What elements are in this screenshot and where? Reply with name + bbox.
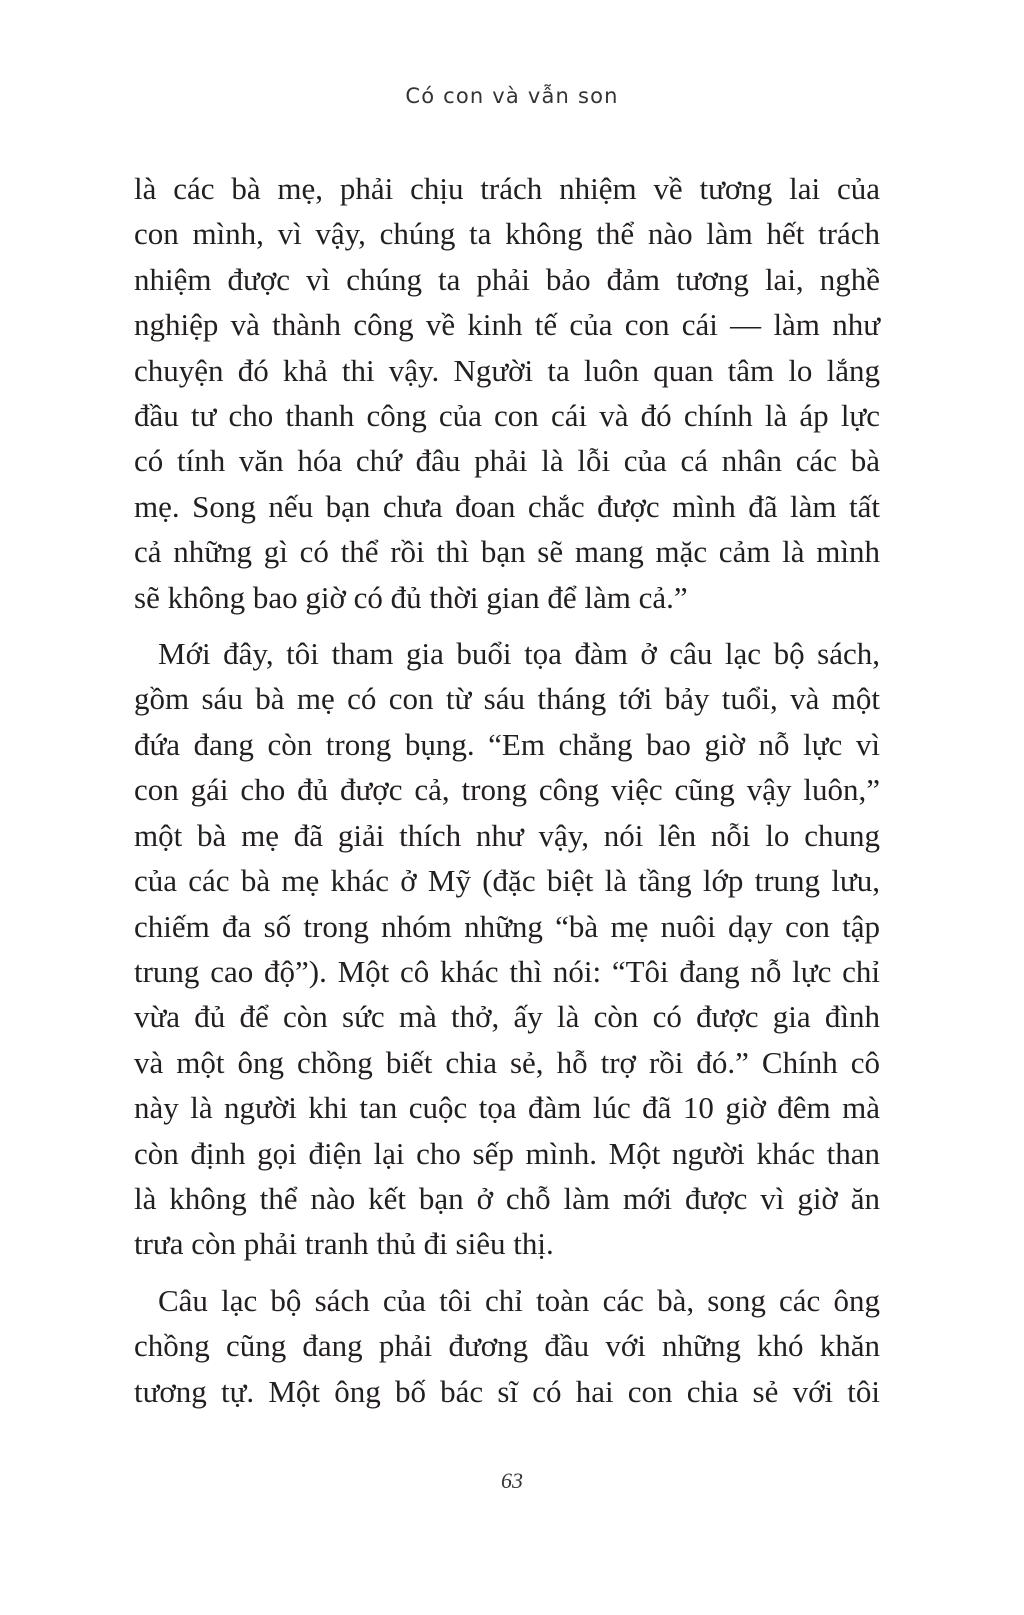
paragraph-spacing xyxy=(134,1267,880,1278)
text-line: Mới đây, tôi tham gia buổi tọa đàm ở câu lạc bộ sách, xyxy=(158,636,880,672)
text-line: chuyện đó khả thi vậy. Người ta luôn quan tâm lo lắng xyxy=(134,352,880,388)
text-line: đứa đang còn trong bụng. “Em chẳng bao giờ nỗ lực vì xyxy=(134,726,880,762)
text-line: là không thể nào kết bạn ở chỗ làm mới được vì giờ ăn xyxy=(134,1180,880,1216)
text-line: này là người khi tan cuộc tọa đàm lúc đã 10 giờ đêm mà xyxy=(134,1090,880,1126)
text-line: là các bà mẹ, phải chịu trách nhiệm về tương lai của xyxy=(134,171,880,206)
text-line: Câu lạc bộ sách của tôi chỉ toàn các bà, song các ông xyxy=(158,1282,880,1318)
text-line: chồng cũng đang phải đương đầu với những khó khăn xyxy=(134,1328,880,1364)
paragraph-1 xyxy=(134,166,880,620)
text-line: mẹ. Song nếu bạn chưa đoan chắc được mình đã làm tất xyxy=(134,488,880,524)
text-line: gồm sáu bà mẹ có con từ sáu tháng tới bảy tuổi, và một xyxy=(134,681,880,717)
running-header: Có con và vẫn son xyxy=(405,84,619,108)
page-number: 63 xyxy=(501,1468,523,1493)
text-line: nghiệp và thành công về kinh tế của con cái — làm như xyxy=(134,307,880,343)
text-line: tương tự. Một ông bố bác sĩ có hai con chia sẻ với tôi xyxy=(134,1373,880,1409)
body-text xyxy=(134,166,880,1414)
text-line: con gái cho đủ được cả, trong công việc cũng vậy luôn,” xyxy=(134,772,880,808)
paragraph-2 xyxy=(134,631,880,1267)
text-line: sẽ không bao giờ có đủ thời gian để làm cả.” xyxy=(134,579,688,615)
text-line: đầu tư cho thanh công của con cái và đó chính là áp lực xyxy=(134,398,880,434)
text-line: trưa còn phải tranh thủ đi siêu thị. xyxy=(134,1226,554,1262)
text-line: cả những gì có thể rồi thì bạn sẽ mang mặc cảm là mình xyxy=(134,534,880,570)
text-line: con mình, vì vậy, chúng ta không thể nào làm hết trách xyxy=(134,216,880,252)
text-line: còn định gọi điện lại cho sếp mình. Một người khác than xyxy=(134,1135,880,1171)
text-line: và một ông chồng biết chia sẻ, hỗ trợ rồi đó.” Chính cô xyxy=(134,1044,880,1080)
paragraph-spacing xyxy=(134,620,880,631)
text-line: nhiệm được vì chúng ta phải bảo đảm tương lai, nghề xyxy=(134,261,880,297)
text-line: có tính văn hóa chứ đâu phải là lỗi của cá nhân các bà xyxy=(134,443,880,479)
text-line: vừa đủ để còn sức mà thở, ấy là còn có được gia đình xyxy=(134,999,880,1035)
text-line: một bà mẹ đã giải thích như vậy, nói lên nỗi lo chung xyxy=(134,817,880,853)
text-line: chiếm đa số trong nhóm những “bà mẹ nuôi dạy con tập xyxy=(134,908,880,944)
text-line: của các bà mẹ khác ở Mỹ (đặc biệt là tầng lớp trung lưu, xyxy=(134,863,880,899)
text-line: trung cao độ”). Một cô khác thì nói: “Tôi đang nỗ lực chỉ xyxy=(134,953,880,989)
paragraph-3 xyxy=(134,1278,880,1414)
